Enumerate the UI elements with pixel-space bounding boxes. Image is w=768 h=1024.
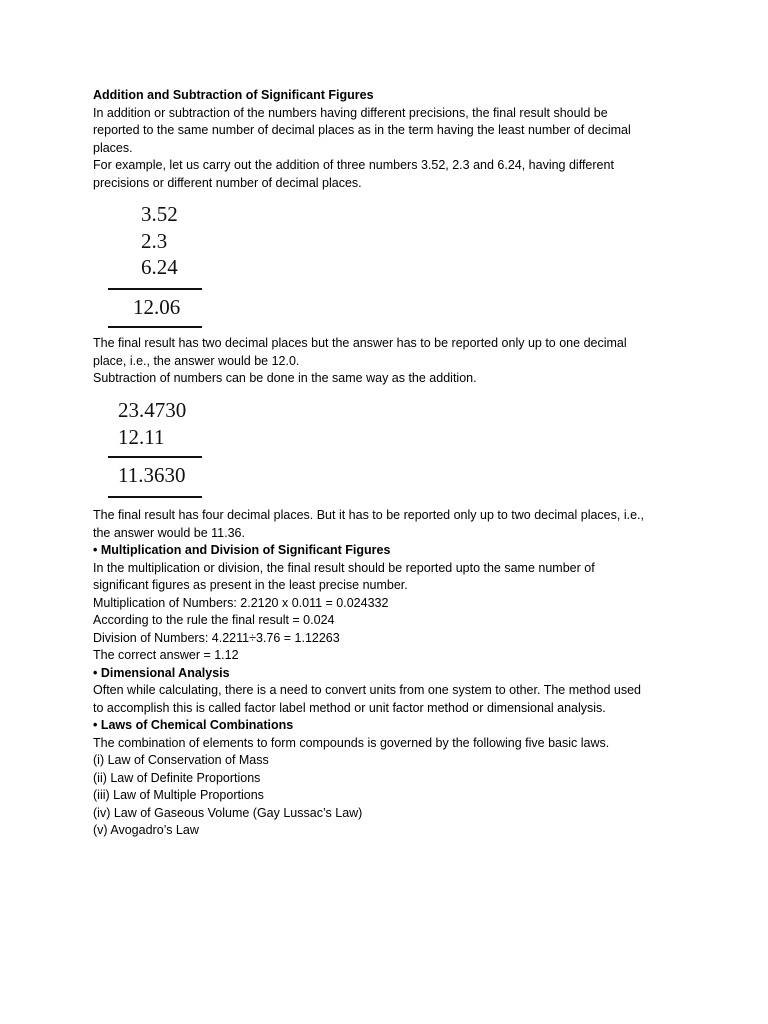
sum-rule xyxy=(108,288,202,290)
heading-laws-chemical-combinations: • Laws of Chemical Combinations xyxy=(93,718,294,732)
law-list-item: (iii) Law of Multiple Proportions xyxy=(93,788,264,802)
addition-term: 2.3 xyxy=(141,229,168,253)
paragraph-line: the answer would be 11.36. xyxy=(93,525,245,540)
paragraph-line: place, i.e., the answer would be 12.0. xyxy=(93,353,300,368)
difference-rule xyxy=(108,496,202,498)
paragraph-line: precisions or different number of decimal places. xyxy=(93,175,362,190)
paragraph-line: For example, let us carry out the addition of three numbers 3.52, 2.3 and 6.24, having different xyxy=(93,158,614,172)
paragraph-line: The correct answer = 1.12 xyxy=(93,648,239,662)
paragraph-line: The combination of elements to form compounds is governed by the following five basic laws. xyxy=(93,735,610,750)
subtraction-term: 23.4730 xyxy=(118,398,187,422)
paragraph-line: places. xyxy=(93,140,133,155)
subtraction-result: 11.3630 xyxy=(118,463,186,487)
sum-rule xyxy=(108,326,202,328)
subtraction-term: 12.11 xyxy=(118,425,165,449)
paragraph-line: The final result has two decimal places but the answer has to be reported only up to one decimal xyxy=(93,336,627,350)
addition-result: 12.06 xyxy=(133,295,181,319)
paragraph-line: In the multiplication or division, the final result should be reported upto the same number of xyxy=(93,560,595,575)
paragraph-line: Multiplication of Numbers: 2.2120 x 0.011 = 0.024332 xyxy=(93,595,389,610)
paragraph-line: According to the rule the final result = 0.024 xyxy=(93,613,335,627)
paragraph-line: reported to the same number of decimal places as in the term having the least number of decimal xyxy=(93,123,631,137)
paragraph-line: The final result has four decimal places. But it has to be reported only up to two decimal places, i.e., xyxy=(93,508,644,522)
paragraph-line: In addition or subtraction of the numbers having different precisions, the final result should be xyxy=(93,105,608,120)
section-addition-result xyxy=(93,335,683,388)
law-list-item: (i) Law of Conservation of Mass xyxy=(93,753,269,767)
section-remaining xyxy=(93,507,683,840)
heading-addition-subtraction: Addition and Subtraction of Significant Figures xyxy=(93,88,374,102)
addition-term: 3.52 xyxy=(141,202,178,226)
heading-multiplication-division: • Multiplication and Division of Significant Figures xyxy=(93,543,391,557)
difference-rule xyxy=(108,456,202,458)
paragraph-line: to accomplish this is called factor label method or unit factor method or dimensional analysis. xyxy=(93,700,606,715)
paragraph-line: significant figures as present in the least precise number. xyxy=(93,578,408,592)
addition-example xyxy=(108,202,208,332)
addition-term: 6.24 xyxy=(141,255,178,279)
subtraction-example xyxy=(108,398,208,502)
paragraph-line: Division of Numbers: 4.2211÷3.76 = 1.12263 xyxy=(93,630,340,645)
law-list-item: (iv) Law of Gaseous Volume (Gay Lussac’s Law) xyxy=(93,805,363,820)
heading-dimensional-analysis: • Dimensional Analysis xyxy=(93,665,230,680)
section-addition-subtraction xyxy=(93,87,683,192)
law-list-item: (ii) Law of Definite Proportions xyxy=(93,770,261,785)
paragraph-line: Subtraction of numbers can be done in the same way as the addition. xyxy=(93,371,477,385)
paragraph-line: Often while calculating, there is a need to convert units from one system to other. The method used xyxy=(93,683,641,697)
law-list-item: (v) Avogadro’s Law xyxy=(93,823,199,837)
